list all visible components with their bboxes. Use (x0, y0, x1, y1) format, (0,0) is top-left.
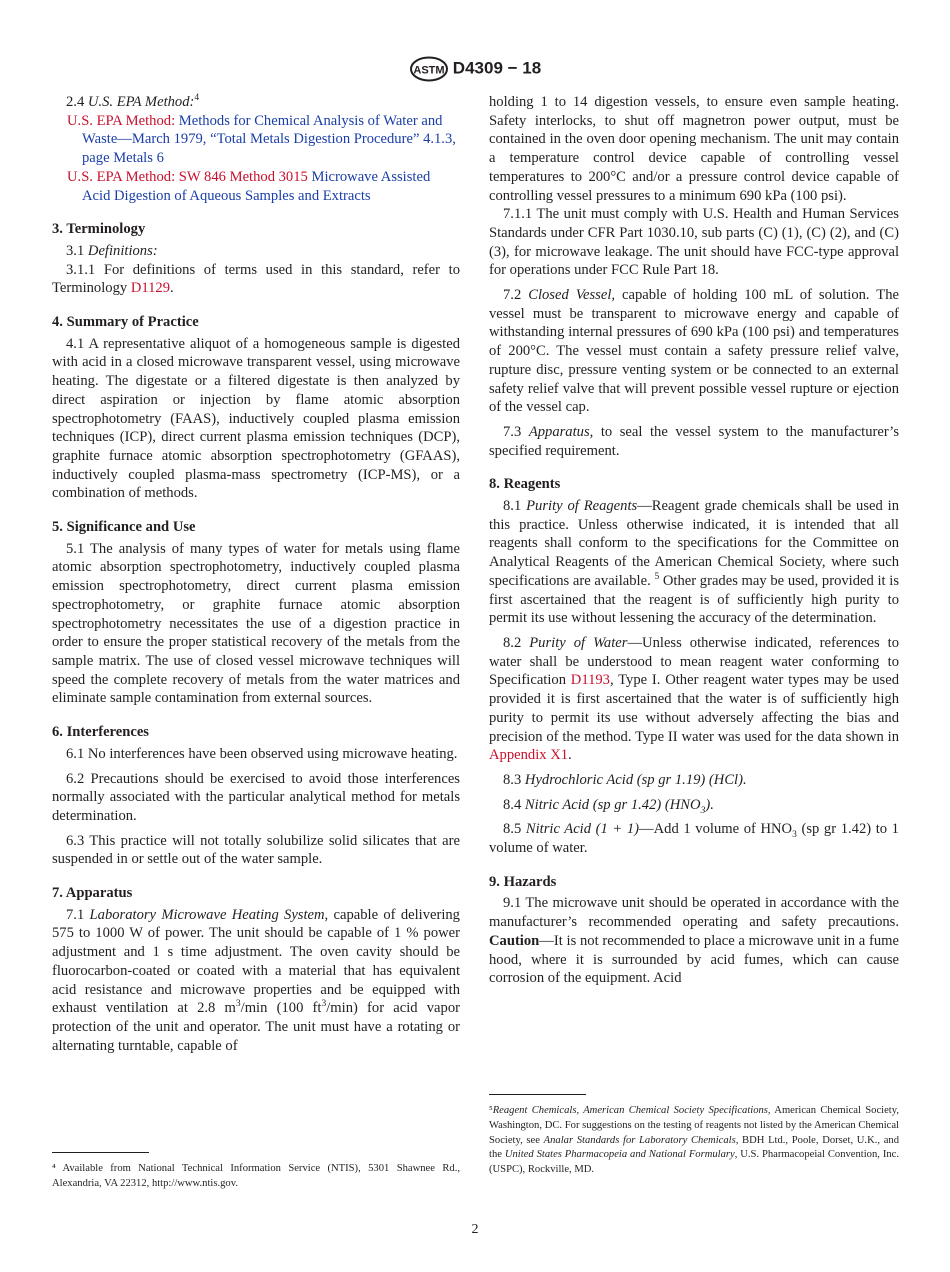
section-6-2: 6.2 Precautions should be exercised to avoid those interferences normally associated with the particular analytical method for metals determination. (52, 770, 460, 824)
page-number: 2 (471, 1222, 479, 1237)
heading-terminology: 3. Terminology (52, 221, 146, 238)
document-designation: D4309 − 18 (452, 58, 542, 78)
footnote-5: ⁵Reagent Chemicals, American Chemical Society Specifications, American Chemical Society, Washington, DC. For suggestions on the testing of reagents not listed by the American Chemical Society, see Analar Standards for Laboratory Chemicals, BDH Ltd., Poole, Dorset, U.K., and the United States Pharmacopeia and National Formulary, U.S. Pharmacopeial Convention, Inc. (USPC), Rockville, MD. (489, 1105, 899, 1176)
section-8-1: 8.1 Purity of Reagents—Reagent grade chemicals shall be used in this practice. Unless otherwise indicated, it is intended that all reagents shall conform to the specifications for the Committee on Analytical Reagents of the American Chemical Society, where such specifications are available. $^5$ Other grades may be used, provided it is first ascertained that the reagent is of sufficiently high purity to permit its use without lessening the accuracy of the determination. (489, 498, 899, 627)
section-6-1: 6.1 No interferences have been observed using microwave heating. (66, 745, 458, 762)
heading-apparatus: 7. Apparatus (52, 885, 133, 902)
heading-significance-and-use: 5. Significance and Use (52, 519, 196, 536)
reference-epa-methods[interactable]: U.S. EPA Method: Methods for Chemical Analysis of Water and Waste—March 1979, “Total Metals Digestion Procedure” 4.1.3, page Metals 6 (67, 112, 456, 167)
section-8-3: 8.3 Hydrochloric Acid (sp gr 1.19) (HCl). (503, 771, 747, 788)
section-2-4: 2.4 U.S. EPA Method:$^4$ (66, 93, 200, 110)
section-9-1: 9.1 The microwave unit should be operated in accordance with the manufacturer’s recommended operating and safety precautions. Caution—It is not recommended to place a microwave unit in a fume hood, where it is surrounded by acid fumes, which can cause corrosion of the equipment. Acid (489, 895, 899, 987)
heading-summary-of-practice: 4. Summary of Practice (52, 314, 199, 331)
heading-reagents: 8. Reagents (489, 476, 561, 493)
section-7-1: 7.1 Laboratory Microwave Heating System, capable of delivering 575 to 1000 W of power. The unit should be capable of 1 % power adjustment and 1 s time adjustment. The oven cavity should be fluorocarbon-coated or coated with a material that has equivalent acid resistance and microwave properties and be equipped with exhaust ventilation at 2.8 $m^3/\min$ (100 $ft^3/\min$) for acid vapor protection of the unit and operator. The unit must have a rotating or alternating turntable, capable of (52, 906, 460, 1054)
section-7-1-continued: holding 1 to 14 digestion vessels, to ensure even sample heating. Safety interlocks, to shut off magnetron power output, must be contained in the oven door opening mechanism. The unit may contain a temperature control device capable of controlling vessel temperatures to 200°C and/or a pressure control device capable of controlling vessel pressures to a minimum 690 kPa (100 psi). (489, 94, 899, 204)
link-d1129[interactable]: D1129 (130, 280, 171, 297)
section-7-2: 7.2 Closed Vessel, capable of holding 100 mL of solution. The vessel must be transparent to microwave energy and capable of withstanding internal pressures of 690 kPa (100 psi) and temperatures of 200°C. The vessel must contain a safety pressure relief valve, rupture disc, pressure venting system or be connected to an external safety relief valve that will prevent possible vessel rupture or ejection of the vessel cap. (489, 287, 899, 416)
section-3-1-1: 3.1.1 For definitions of terms used in this standard, refer to Terminology D1129. (52, 261, 460, 297)
reference-sw846-3015[interactable]: U.S. EPA Method: SW 846 Method 3015 Microwave Assisted Acid Digestion of Aqueous Samples and Extracts (67, 168, 431, 204)
section-4-1: 4.1 A representative aliquot of a homogeneous sample is digested with acid in a closed microwave transparent vessel, using microwave heating. The digestate or a filtered digestate is then analyzed by direct aspiration or injection by flame atomic absorption spectrophotometry (FAAS), inductively coupled plasma emission techniques (ICP), direct current plasma emission techniques (DCP), graphite furnace atomic absorption spectrophotometry (GFAAS), inductively coupled plasma-mass spectrometry (ICP-MS), or a combination of methods. (52, 335, 460, 502)
heading-hazards: 9. Hazards (489, 873, 557, 890)
logo-text: ASTM (413, 64, 445, 77)
page-header (0, 56, 950, 82)
section-7-1-1: 7.1.1 The unit must comply with U.S. Health and Human Services Standards under CFR Part 1030.10, sub parts (C) (1), (C) (2), and (C) (3), for microwave leakage. The unit should have FCC-type approval for operations under FCC Rule Part 18. (489, 206, 899, 279)
section-7-3: 7.3 Apparatus, to seal the vessel system to the manufacturer’s specified requirement. (489, 423, 900, 459)
right-column (489, 93, 899, 988)
heading-interferences: 6. Interferences (52, 724, 149, 741)
section-8-5: 8.5 Nitric Acid (1 + 1)—Add 1 volume of $HNO_3$ (sp gr 1.42) to 1 volume of water. (489, 821, 899, 857)
section-3-1: 3.1 Definitions: (66, 242, 158, 259)
footnote-rule-left (52, 1152, 149, 1153)
left-column (52, 93, 460, 1055)
section-8-2: 8.2 Purity of Water—Unless otherwise indicated, references to water shall be understood to mean reagent water conforming to Specification D1193, Type I. Other reagent water types may be used provided it is first ascertained that the water is of sufficiently high purity to permit its use without adversely affecting the bias and precision of the method. Type II water was used for the data shown in Appendix X1. (489, 634, 899, 764)
link-d1193[interactable]: D1193 (570, 672, 610, 689)
footnote-4: ⁴ Available from National Technical Information Service (NTIS), 5301 Shawnee Rd., Alexandria, VA 22312, http://www.ntis.gov. (52, 1163, 460, 1189)
section-5-1: 5.1 The analysis of many types of water for metals using flame atomic absorption spectrophotometry, inductively coupled plasma emission spectrophotometry, direct current plasma emission spectrophotometry, or graphite furnace atomic absorption spectrophotometry necessitates the use of a digestion practice in order to ensure the proper statistical recovery of the metals from the sample matrix. The use of closed vessel microwave techniques will speed the complete recovery of metals from the water matrices and eliminate sample contamination from external sources. (52, 540, 460, 707)
section-8-4: 8.4 Nitric Acid (sp gr 1.42) $(HNO_3)$. (503, 796, 714, 816)
link-appendix-x1[interactable]: Appendix X1 (489, 747, 569, 764)
section-6-3: 6.3 This practice will not totally solubilize solid silicates that are suspended in or settle out of the water sample. (52, 832, 460, 868)
footnote-rule-right (489, 1094, 586, 1095)
astm-logo-icon (409, 56, 449, 82)
